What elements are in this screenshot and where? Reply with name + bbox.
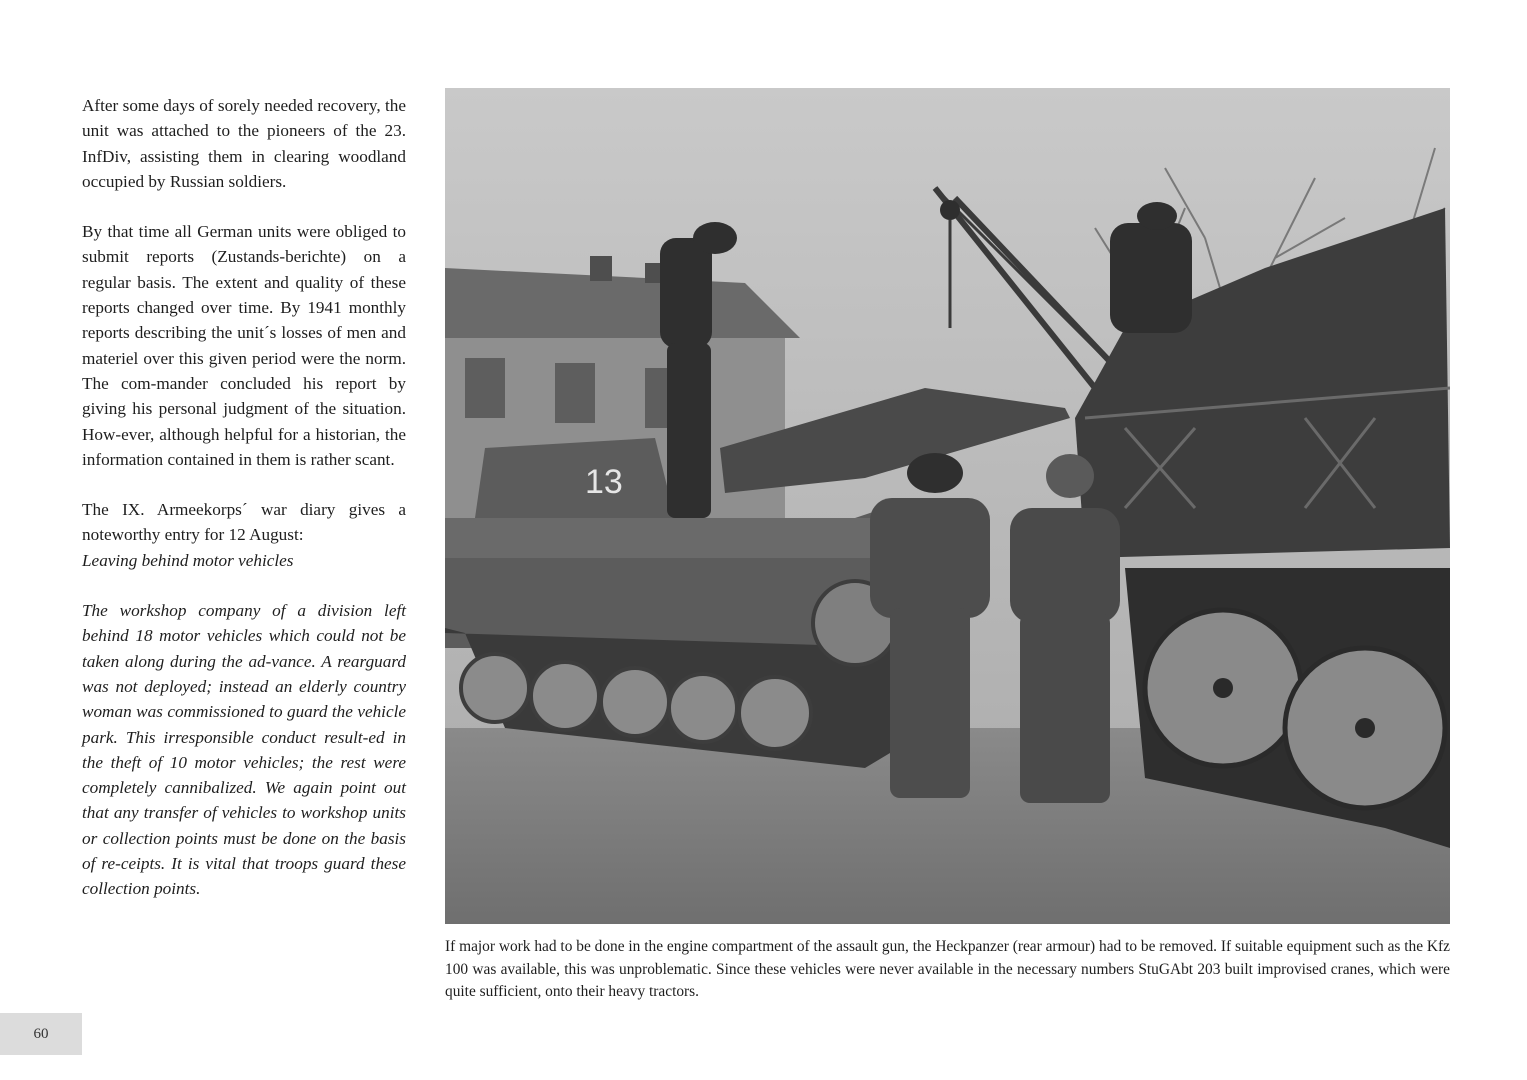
paragraph-war-diary: The IX. Armeekorps´ war diary gives a noteworthy entry for 12 August: <box>82 500 406 545</box>
photo-caption: If major work had to be done in the engine compartment of the assault gun, the Heckpanzer (rear armour) had to be removed. If suitable equipment such as the Kfz 100 was available, this was unproblematic. Since these vehicles were never available in the necessary numbers StuGAbt 203 built improvised cranes, which were quite sufficient, onto their heavy tractors. <box>445 938 1450 1000</box>
page-number: 60 <box>33 1025 49 1042</box>
page-number-tab <box>0 1013 82 1055</box>
body-text-column <box>82 93 406 927</box>
quote-heading: Leaving behind motor vehicles <box>82 550 294 570</box>
quote-text: The workshop company of a division left behind 18 motor vehicles which could not be taken along during the ad-vance. A rearguard was not deployed; instead an elderly country woman was commissioned to guard the vehicle park. This irresponsible conduct result-ed in the theft of 10 motor vehicles; the rest were completely cannibalized. We again point out that any transfer of vehicles to workshop units or collection points must be done on the basis of re-ceipts. It is vital that troops guard these collection points. <box>82 601 406 899</box>
paragraph-recovery: After some days of sorely needed recovery, the unit was attached to the pioneers of the 23. InfDiv, assisting them in clearing woodland occupied by Russian soldiers. <box>82 96 406 191</box>
vehicle-number-marking: 13 <box>585 463 623 501</box>
paragraph-reports: By that time all German units were obliged to submit reports (Zustands-berichte) on a regular basis. The extent and quality of these reports changed over time. By 1941 monthly reports describing the unit´s losses of men and materiel over this given period were the norm. The com-mander concluded his report by giving his personal judgment of the situation. How-ever, although helpful for a historian, the information contained in them is rather scant. <box>82 222 406 469</box>
photo-stug-recovery <box>445 88 1450 924</box>
